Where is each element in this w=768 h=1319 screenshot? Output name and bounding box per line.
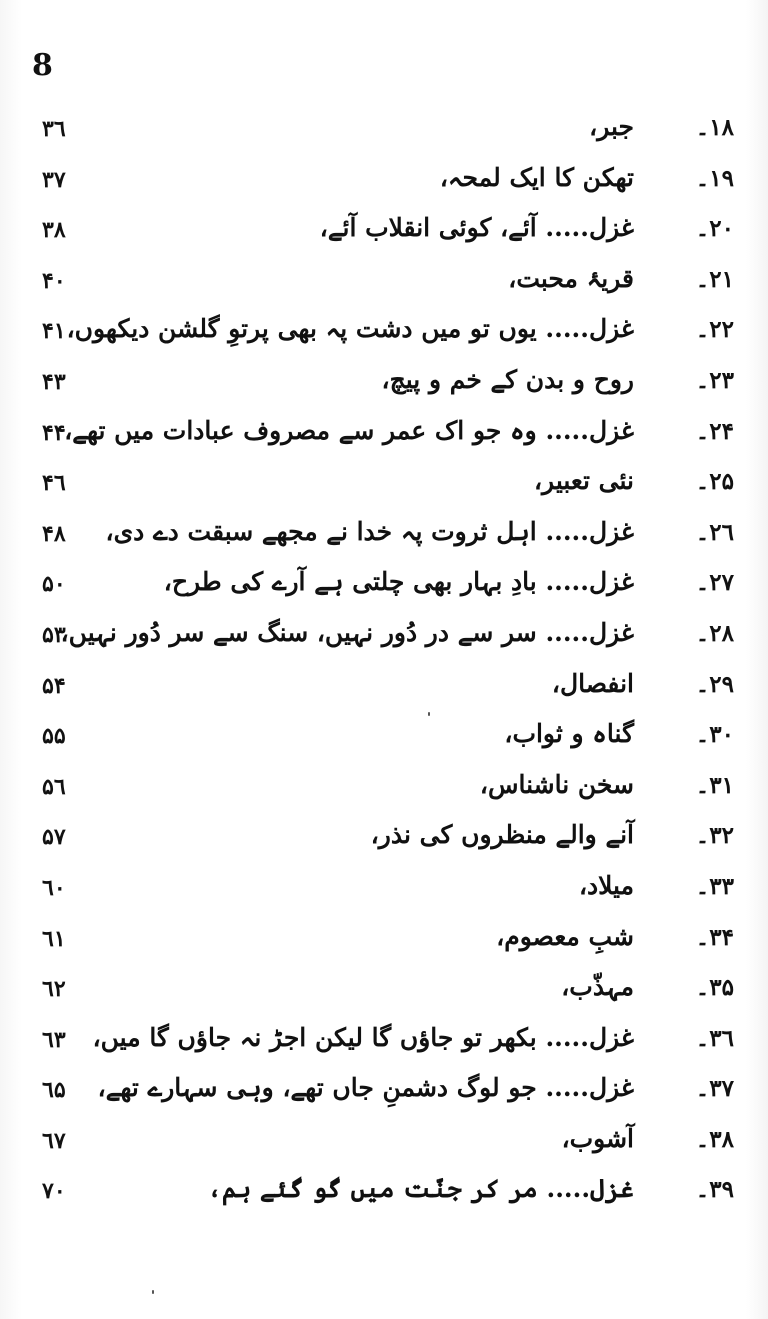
toc-row (0, 310, 768, 361)
toc-entry-title: جبر، (589, 112, 634, 141)
toc-entry-title: آشوب، (561, 1123, 634, 1153)
toc-row (0, 867, 768, 918)
toc-entry-page: ۴۸ (42, 520, 66, 547)
toc-entry-number: ۲۹۔ (695, 670, 734, 698)
toc-row (0, 1069, 768, 1120)
toc-row (0, 563, 768, 614)
toc-entry-number: ۳٦۔ (695, 1024, 734, 1052)
table-of-contents (0, 108, 768, 1221)
toc-entry-title: روح و بدن کے خم و پیچ، (381, 364, 634, 394)
toc-entry-number: ۳۸۔ (695, 1125, 734, 1153)
toc-entry-page: ۵۳ (42, 621, 66, 648)
toc-entry-number: ۱۹۔ (695, 164, 734, 192)
toc-entry-number: ۲۳۔ (695, 366, 734, 394)
toc-entry-page: ۳۸ (42, 217, 66, 244)
toc-entry-page: ٦۵ (42, 1077, 66, 1104)
toc-entry-title: تھکن کا ایک لمحہ، (439, 162, 634, 192)
toc-entry-title: غزل..... مر کر جنّت میں گو گئے ہم، (207, 1174, 634, 1204)
toc-row (0, 968, 768, 1019)
toc-entry-number: ۳۲۔ (695, 822, 734, 850)
toc-entry-title: غزل..... اہل ثروت پہ خدا نے مجھے سبقت دے دی، (105, 516, 634, 546)
toc-entry-title: شبِ معصوم، (496, 921, 634, 951)
toc-row (0, 361, 768, 412)
toc-entry-page: ۴۰ (42, 267, 66, 294)
toc-row (0, 108, 768, 159)
toc-row (0, 1120, 768, 1171)
toc-entry-title: غزل..... یوں تو میں دشت پہ بھی پرتوِ گلشن دیکھوں، (66, 314, 634, 344)
toc-entry-page: ۵۷ (42, 824, 66, 851)
toc-entry-title: غزل..... جو لوگ دشمنِ جاں تھے، وہی سہارے تھے، (97, 1073, 634, 1103)
toc-entry-page: ۴۴ (42, 419, 66, 446)
toc-row (0, 462, 768, 513)
print-speck (428, 712, 430, 716)
toc-row (0, 614, 768, 665)
toc-entry-number: ۳۴۔ (695, 923, 734, 951)
toc-entry-page: ۳۷ (42, 166, 66, 193)
toc-entry-page: ۵۵ (42, 723, 66, 750)
toc-row (0, 1170, 768, 1221)
toc-row (0, 766, 768, 817)
toc-entry-page: ۵۰ (42, 571, 66, 598)
toc-entry-page: ۳٦ (42, 116, 66, 142)
toc-entry-number: ۲۷۔ (695, 569, 734, 597)
toc-entry-page: ٦۰ (42, 874, 66, 901)
toc-entry-number: ۳۷۔ (695, 1075, 734, 1103)
toc-entry-title: غزل..... بکھر تو جاؤں گا لیکن اجڑ نہ جاؤں گا میں، (92, 1022, 634, 1052)
toc-entry-title: گناہ و ثواب، (504, 719, 634, 749)
toc-entry-number: ۱۸۔ (695, 114, 734, 141)
toc-entry-title: غزل..... بادِ بہار بھی چلتی ہے آرے کی طرح، (163, 567, 634, 597)
toc-entry-number: ۳۹۔ (695, 1176, 734, 1204)
toc-row (0, 1019, 768, 1070)
toc-row (0, 513, 768, 564)
toc-entry-page: ۷۰ (42, 1178, 66, 1205)
toc-entry-page: ٦۲ (42, 976, 66, 1003)
toc-entry-title: آنے والے منظروں کی نذر، (370, 820, 634, 850)
toc-entry-title: مہذّب، (561, 972, 634, 1002)
toc-entry-number: ۲٦۔ (695, 518, 734, 546)
toc-entry-number: ۳۰۔ (695, 721, 734, 749)
toc-entry-number: ۲۵۔ (695, 468, 734, 496)
page-number: 8 (32, 48, 53, 83)
toc-entry-number: ۲۲۔ (695, 316, 734, 344)
toc-row (0, 816, 768, 867)
toc-row (0, 159, 768, 210)
toc-entry-page: ۵۴ (42, 672, 66, 699)
toc-row (0, 665, 768, 716)
toc-entry-number: ۳۱۔ (695, 771, 734, 799)
toc-entry-page: ۴٦ (42, 470, 66, 497)
toc-entry-page: ۴۱ (42, 318, 66, 345)
toc-entry-number: ۲۰۔ (695, 215, 734, 243)
toc-entry-title: انفصال، (551, 668, 634, 698)
toc-entry-number: ۳۵۔ (695, 974, 734, 1002)
toc-entry-title: میلاد، (578, 870, 634, 900)
toc-entry-title: غزل..... آئے، کوئی انقلاب آئے، (319, 213, 634, 243)
toc-entry-title: غزل..... وہ جو اک عمر سے مصروف عبادات میں تھے، (64, 415, 634, 445)
toc-entry-page: ٦۱ (42, 925, 66, 952)
toc-entry-title: قریۂ محبت، (508, 263, 634, 293)
toc-row (0, 918, 768, 969)
print-speck (152, 1290, 154, 1294)
toc-entry-page: ٦۳ (42, 1026, 66, 1053)
toc-row (0, 715, 768, 766)
toc-entry-page: ۴۳ (42, 368, 66, 395)
toc-entry-number: ۳۳۔ (695, 872, 734, 900)
toc-entry-number: ۲۴۔ (695, 417, 734, 445)
toc-entry-number: ۲۸۔ (695, 619, 734, 647)
toc-row (0, 209, 768, 260)
toc-entry-title: نئی تعبیر، (533, 466, 634, 496)
toc-entry-page: ۵٦ (42, 773, 66, 800)
toc-entry-page: ٦۷ (42, 1127, 66, 1154)
toc-row (0, 260, 768, 311)
toc-row (0, 412, 768, 463)
toc-entry-title: سخن ناشناس، (479, 769, 634, 799)
toc-entry-number: ۲۱۔ (695, 265, 734, 293)
toc-entry-title: غزل..... سر سے در دُور نہیں، سنگ سے سر دُور نہیں، (60, 617, 634, 647)
